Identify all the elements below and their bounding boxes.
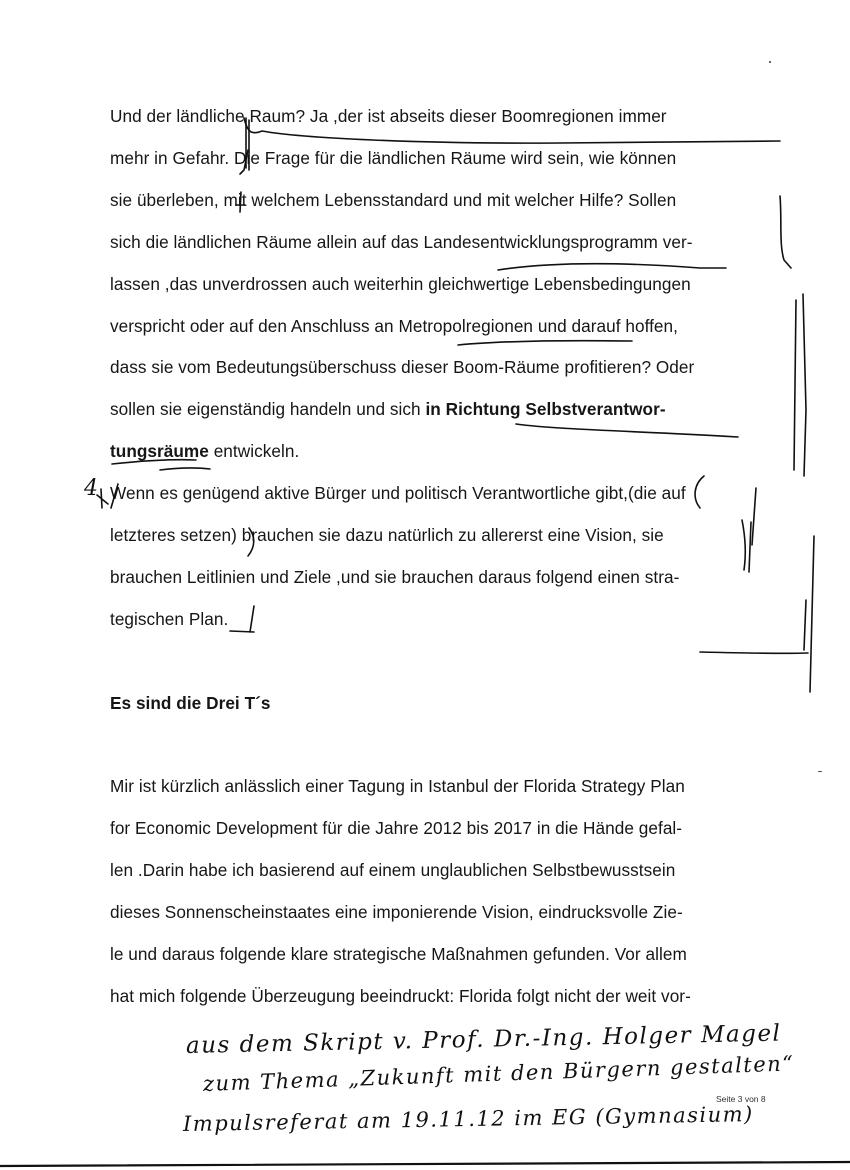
text-line: tegischen Plan. bbox=[110, 609, 229, 629]
pen-line bbox=[700, 652, 808, 653]
text-line: sich die ländlichen Räume allein auf das Landesentwicklungsprogramm ver- bbox=[110, 232, 693, 252]
text-span: entwickeln. bbox=[208, 441, 300, 461]
handwritten-note-line: Impulsreferat am 19.11.12 im EG (Gymnasium) bbox=[182, 1102, 754, 1136]
bold-phrase: in Richtung Selbstverantwor- bbox=[425, 399, 666, 419]
pen-line bbox=[804, 600, 806, 650]
text-line: brauchen Leitlinien und Ziele ,und sie brauchen daraus folgend einen stra- bbox=[110, 567, 680, 587]
pen-line bbox=[780, 196, 791, 268]
text-line: le und daraus folgende klare strategische Maßnahmen gefunden. Vor allem bbox=[110, 944, 687, 964]
text-line: Und der ländliche Raum? Ja ,der ist abseits dieser Boomregionen immer bbox=[110, 106, 667, 126]
pen-line bbox=[794, 300, 796, 470]
pen-line bbox=[458, 341, 632, 345]
page-number: Seite 3 von 8 bbox=[716, 1094, 766, 1104]
bold-phrase: tungsräume bbox=[110, 441, 209, 461]
text-line: for Economic Development für die Jahre 2012 bis 2017 in die Hände gefal- bbox=[110, 818, 683, 838]
text-span: sollen sie eigenständig handeln und sich bbox=[110, 399, 426, 419]
text-line: dieses Sonnenscheinstaates eine imponierende Vision, eindrucksvolle Zie- bbox=[110, 902, 683, 922]
pen-line bbox=[0, 1162, 850, 1166]
pen-line bbox=[516, 424, 738, 437]
text-line: len .Darin habe ich basierend auf einem unglaublichen Selbstbewusstsein bbox=[110, 860, 676, 880]
text-line: Mir ist kürzlich anlässlich einer Tagung in Istanbul der Florida Strategy Plan bbox=[110, 776, 685, 796]
section-heading: Es sind die Drei T´s bbox=[110, 693, 271, 713]
scan-speck bbox=[769, 61, 771, 63]
text-line: letzteres setzen) brauchen sie dazu natürlich zu allererst eine Vision, sie bbox=[110, 525, 664, 545]
text-line: mehr in Gefahr. Die Frage für die ländlichen Räume wird sein, wie können bbox=[110, 148, 677, 168]
text-line: dass sie vom Bedeutungsüberschuss dieser Boom-Räume profitieren? Oder bbox=[110, 357, 695, 377]
text-line: sie überleben, mit welchem Lebensstandard und mit welcher Hilfe? Sollen bbox=[110, 190, 677, 210]
pen-line bbox=[160, 468, 210, 470]
handwritten-note-line: zum Thema „Zukunft mit den Bürgern gestalten“ bbox=[202, 1051, 795, 1096]
pen-line bbox=[695, 476, 704, 508]
text-line: verspricht oder auf den Anschluss an Metropolregionen und darauf hoffen, bbox=[110, 316, 678, 336]
margin-note-number: 4 bbox=[84, 476, 100, 501]
pen-line bbox=[250, 606, 254, 632]
text-line bbox=[110, 441, 299, 461]
pen-line bbox=[498, 264, 726, 270]
pen-line bbox=[803, 294, 806, 476]
text-line: hat mich folgende Überzeugung beeindruckt: Florida folgt nicht der weit vor- bbox=[110, 986, 691, 1006]
text-line: lassen ,das unverdrossen auch weiterhin gleichwertige Lebensbedingungen bbox=[110, 274, 691, 294]
scan-speck bbox=[818, 771, 822, 772]
pen-line bbox=[749, 488, 756, 572]
pen-line bbox=[810, 536, 814, 692]
pen-line bbox=[742, 520, 745, 570]
handwritten-note-line: aus dem Skript v. Prof. Dr.-Ing. Holger Magel bbox=[185, 1020, 782, 1059]
text-line: Wenn es genügend aktive Bürger und politisch Verantwortliche gibt,(die auf bbox=[110, 483, 686, 503]
text-line bbox=[110, 399, 666, 419]
pen-line bbox=[230, 631, 254, 632]
